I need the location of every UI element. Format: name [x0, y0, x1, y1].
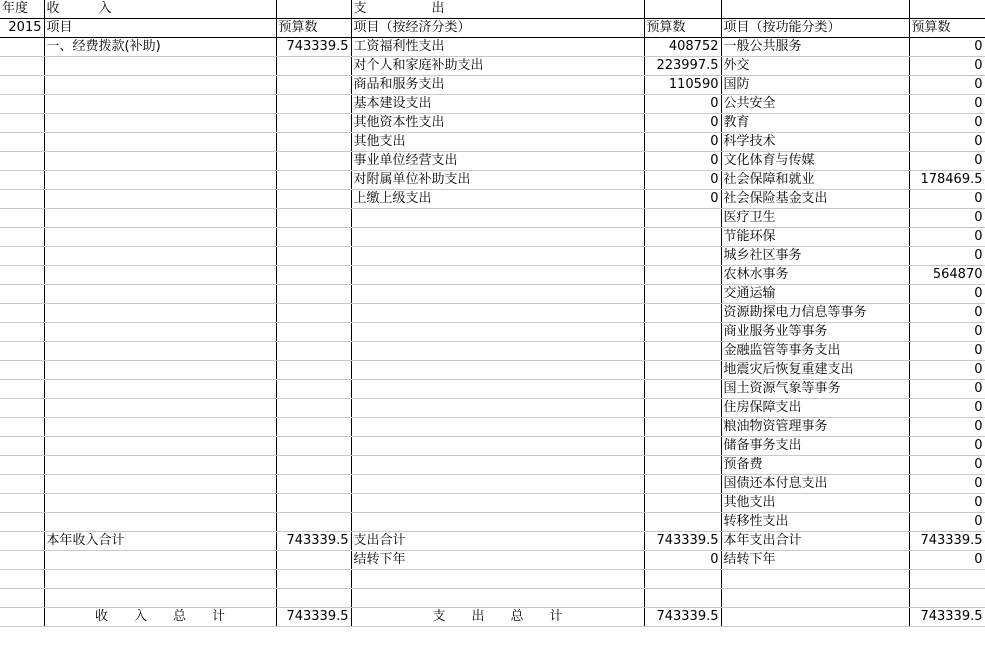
income-budget-header: 预算数: [276, 19, 351, 38]
income-value-cell: 743339.5: [276, 532, 351, 551]
func-item-cell: 城乡社区事务: [721, 247, 909, 266]
econ-item-cell: 对附属单位补助支出: [351, 171, 644, 190]
econ-value-cell: 110590: [644, 76, 721, 95]
func-value-cell: 0: [909, 209, 985, 228]
econ-value-cell: 0: [644, 190, 721, 209]
func-value-cell: 0: [909, 475, 985, 494]
income-value-cell: [276, 361, 351, 380]
func-value-cell: 0: [909, 342, 985, 361]
income-value-cell: [276, 76, 351, 95]
income-value-cell: [276, 133, 351, 152]
func-value-cell: 0: [909, 247, 985, 266]
income-value-cell: [276, 513, 351, 532]
econ-item-cell: [351, 361, 644, 380]
table-row: [0, 456, 985, 475]
income-item-cell: [44, 190, 276, 209]
year-cell: [0, 513, 44, 532]
year-cell: [0, 532, 44, 551]
econ-item-cell: 支出合计: [351, 532, 644, 551]
func-value-cell: 0: [909, 418, 985, 437]
func-value-cell: 0: [909, 304, 985, 323]
table-row: [0, 437, 985, 456]
income-value-cell: [276, 589, 351, 608]
year-cell: [0, 589, 44, 608]
income-item-cell: [44, 228, 276, 247]
econ-item-cell: [351, 475, 644, 494]
income-item-cell: [44, 133, 276, 152]
year-cell: [0, 570, 44, 589]
table-row: [0, 475, 985, 494]
income-value-cell: [276, 171, 351, 190]
income-item-cell: [44, 456, 276, 475]
table-row: [0, 266, 985, 285]
econ-item-cell: [351, 228, 644, 247]
econ-item-cell: [351, 494, 644, 513]
func-value-cell: [909, 589, 985, 608]
func-value-cell: 0: [909, 513, 985, 532]
func-budget-header-blank: [909, 0, 985, 19]
econ-value-cell: [644, 342, 721, 361]
year-cell: [0, 38, 44, 57]
econ-value-cell: 743339.5: [644, 532, 721, 551]
income-item-cell: [44, 513, 276, 532]
table-row: [0, 304, 985, 323]
income-item-cell: [44, 589, 276, 608]
income-item-cell: [44, 114, 276, 133]
year-cell: [0, 133, 44, 152]
income-item-cell: [44, 209, 276, 228]
econ-item-cell: 商品和服务支出: [351, 76, 644, 95]
table-row: [0, 209, 985, 228]
year-cell: [0, 228, 44, 247]
func-header-blank: [721, 0, 909, 19]
income-item-cell: [44, 266, 276, 285]
income-value-cell: [276, 456, 351, 475]
func-item-cell: [721, 570, 909, 589]
func-item-cell: 金融监管等事务支出: [721, 342, 909, 361]
econ-item-cell: 对个人和家庭补助支出: [351, 57, 644, 76]
econ-value-cell: 0: [644, 95, 721, 114]
income-item-cell: [44, 475, 276, 494]
year-cell: [0, 152, 44, 171]
table-row: [0, 532, 985, 551]
econ-value-cell: [644, 380, 721, 399]
econ-value-cell: 0: [644, 551, 721, 570]
year-cell: [0, 551, 44, 570]
econ-value-cell: [644, 209, 721, 228]
expense-total-label: 支 出 总 计: [351, 608, 644, 627]
func-value-cell: 0: [909, 133, 985, 152]
table-row: [0, 190, 985, 209]
year-cell: [0, 418, 44, 437]
func-item-cell: 农林水事务: [721, 266, 909, 285]
func-item-cell: 文化体育与传媒: [721, 152, 909, 171]
func-item-cell: 国债还本付息支出: [721, 475, 909, 494]
func-value-cell: 0: [909, 399, 985, 418]
func-value-cell: 564870: [909, 266, 985, 285]
income-item-cell: 本年收入合计: [44, 532, 276, 551]
econ-value-cell: 0: [644, 152, 721, 171]
func-value-cell: 0: [909, 361, 985, 380]
econ-item-cell: [351, 323, 644, 342]
func-item-header: 项目（按功能分类）: [721, 19, 909, 38]
table-row: [0, 399, 985, 418]
income-value-cell: [276, 437, 351, 456]
econ-value-cell: [644, 589, 721, 608]
year-cell: [0, 266, 44, 285]
econ-value-cell: [644, 266, 721, 285]
income-value-cell: [276, 152, 351, 171]
func-item-cell: 公共安全: [721, 95, 909, 114]
income-item-cell: [44, 361, 276, 380]
func-value-cell: 0: [909, 494, 985, 513]
econ-value-cell: [644, 418, 721, 437]
income-value-cell: [276, 266, 351, 285]
func-item-cell: 转移性支出: [721, 513, 909, 532]
func-item-cell: 一般公共服务: [721, 38, 909, 57]
income-value-cell: [276, 475, 351, 494]
year-cell: [0, 247, 44, 266]
econ-item-cell: [351, 513, 644, 532]
income-item-cell: [44, 171, 276, 190]
year-value: 2015: [0, 19, 44, 38]
income-item-cell: [44, 57, 276, 76]
func-item-cell: 住房保障支出: [721, 399, 909, 418]
func-budget-header: 预算数: [909, 19, 985, 38]
func-value-cell: 0: [909, 76, 985, 95]
income-item-cell: 一、经费拨款(补助): [44, 38, 276, 57]
income-value-cell: [276, 114, 351, 133]
income-item-cell: [44, 399, 276, 418]
econ-value-cell: [644, 228, 721, 247]
func-total-value: 743339.5: [909, 608, 985, 627]
year-cell: [0, 437, 44, 456]
header-row-2: [0, 19, 985, 38]
econ-value-cell: [644, 304, 721, 323]
table-row: [0, 228, 985, 247]
table-row: [0, 114, 985, 133]
econ-value-cell: [644, 494, 721, 513]
econ-item-cell: 上缴上级支出: [351, 190, 644, 209]
econ-value-cell: [644, 361, 721, 380]
func-value-cell: 0: [909, 152, 985, 171]
table-row: [0, 513, 985, 532]
expense-header-blank: [644, 0, 721, 19]
income-value-cell: [276, 228, 351, 247]
econ-value-cell: [644, 437, 721, 456]
year-cell: [0, 171, 44, 190]
func-value-cell: 0: [909, 551, 985, 570]
year-cell: [0, 304, 44, 323]
table-row: [0, 171, 985, 190]
econ-item-cell: 其他资本性支出: [351, 114, 644, 133]
table-row: [0, 494, 985, 513]
econ-item-header: 项目（按经济分类）: [351, 19, 644, 38]
func-item-cell: 本年支出合计: [721, 532, 909, 551]
econ-item-cell: [351, 266, 644, 285]
table-row: [0, 38, 985, 57]
income-header: 收 入: [44, 0, 276, 19]
income-item-cell: [44, 437, 276, 456]
year-cell: [0, 57, 44, 76]
year-cell: [0, 342, 44, 361]
func-item-cell: 节能环保: [721, 228, 909, 247]
econ-value-cell: 0: [644, 171, 721, 190]
econ-item-cell: 工资福利性支出: [351, 38, 644, 57]
econ-item-cell: [351, 418, 644, 437]
income-item-cell: [44, 494, 276, 513]
econ-value-cell: [644, 456, 721, 475]
table-row: [0, 285, 985, 304]
econ-value-cell: [644, 323, 721, 342]
income-value-cell: [276, 209, 351, 228]
func-item-cell: 外交: [721, 57, 909, 76]
income-value-cell: [276, 418, 351, 437]
year-cell: [0, 323, 44, 342]
income-item-cell: [44, 285, 276, 304]
table-row: [0, 551, 985, 570]
year-cell: [0, 399, 44, 418]
income-value-cell: [276, 342, 351, 361]
func-value-cell: 0: [909, 456, 985, 475]
econ-item-cell: [351, 589, 644, 608]
func-item-cell: 交通运输: [721, 285, 909, 304]
econ-item-cell: [351, 570, 644, 589]
income-value-cell: 743339.5: [276, 38, 351, 57]
income-item-cell: [44, 570, 276, 589]
income-total-label: 收 入 总 计: [44, 608, 276, 627]
func-item-cell: 预备费: [721, 456, 909, 475]
econ-item-cell: [351, 456, 644, 475]
econ-item-cell: [351, 380, 644, 399]
income-item-header: 项目: [44, 19, 276, 38]
func-value-cell: 178469.5: [909, 171, 985, 190]
year-cell: [0, 285, 44, 304]
table-row: [0, 418, 985, 437]
func-item-cell: 商业服务业等事务: [721, 323, 909, 342]
income-value-cell: [276, 323, 351, 342]
income-item-cell: [44, 152, 276, 171]
year-cell: [0, 114, 44, 133]
income-item-cell: [44, 323, 276, 342]
func-value-cell: 743339.5: [909, 532, 985, 551]
econ-value-cell: 0: [644, 114, 721, 133]
func-item-cell: 资源勘探电力信息等事务: [721, 304, 909, 323]
year-cell: [0, 475, 44, 494]
func-value-cell: 0: [909, 285, 985, 304]
func-item-cell: 地震灾后恢复重建支出: [721, 361, 909, 380]
func-value-cell: 0: [909, 437, 985, 456]
income-value-cell: [276, 551, 351, 570]
func-item-cell: 科学技术: [721, 133, 909, 152]
table-row: [0, 380, 985, 399]
year-cell: [0, 361, 44, 380]
table-row: [0, 95, 985, 114]
table-row: [0, 589, 985, 608]
table-row: [0, 133, 985, 152]
econ-value-cell: 0: [644, 133, 721, 152]
income-item-cell: [44, 304, 276, 323]
table-row: [0, 57, 985, 76]
func-value-cell: 0: [909, 323, 985, 342]
year-header: 年度: [0, 0, 44, 19]
income-header-blank: [276, 0, 351, 19]
econ-item-cell: [351, 437, 644, 456]
func-value-cell: 0: [909, 114, 985, 133]
table-row: [0, 570, 985, 589]
table-row: [0, 323, 985, 342]
econ-value-cell: [644, 247, 721, 266]
func-value-cell: 0: [909, 380, 985, 399]
func-value-cell: 0: [909, 38, 985, 57]
income-item-cell: [44, 380, 276, 399]
func-value-cell: 0: [909, 228, 985, 247]
year-cell: [0, 494, 44, 513]
income-item-cell: [44, 342, 276, 361]
econ-value-cell: [644, 570, 721, 589]
expense-total-value: 743339.5: [644, 608, 721, 627]
grand-total-row: [0, 608, 985, 627]
func-value-cell: 0: [909, 57, 985, 76]
econ-item-cell: [351, 399, 644, 418]
year-cell: [0, 456, 44, 475]
econ-value-cell: [644, 399, 721, 418]
func-total-blank: [721, 608, 909, 627]
income-value-cell: [276, 285, 351, 304]
total-year-blank: [0, 608, 44, 627]
econ-item-cell: 事业单位经营支出: [351, 152, 644, 171]
econ-item-cell: 结转下年: [351, 551, 644, 570]
year-cell: [0, 76, 44, 95]
func-item-cell: 其他支出: [721, 494, 909, 513]
func-item-cell: 医疗卫生: [721, 209, 909, 228]
income-item-cell: [44, 247, 276, 266]
func-item-cell: 教育: [721, 114, 909, 133]
table-row: [0, 247, 985, 266]
econ-item-cell: 其他支出: [351, 133, 644, 152]
func-value-cell: [909, 570, 985, 589]
econ-value-cell: 223997.5: [644, 57, 721, 76]
income-value-cell: [276, 570, 351, 589]
func-item-cell: 结转下年: [721, 551, 909, 570]
income-total-value: 743339.5: [276, 608, 351, 627]
income-item-cell: [44, 95, 276, 114]
table-row: [0, 76, 985, 95]
year-cell: [0, 95, 44, 114]
econ-item-cell: [351, 304, 644, 323]
year-cell: [0, 209, 44, 228]
year-cell: [0, 380, 44, 399]
func-value-cell: 0: [909, 190, 985, 209]
income-value-cell: [276, 57, 351, 76]
econ-value-cell: [644, 475, 721, 494]
income-value-cell: [276, 190, 351, 209]
expense-header: 支 出: [351, 0, 644, 19]
econ-value-cell: [644, 285, 721, 304]
table-row: [0, 342, 985, 361]
func-item-cell: [721, 589, 909, 608]
income-value-cell: [276, 304, 351, 323]
econ-item-cell: [351, 285, 644, 304]
func-item-cell: 社会保险基金支出: [721, 190, 909, 209]
econ-item-cell: [351, 342, 644, 361]
econ-value-cell: [644, 513, 721, 532]
year-cell: [0, 190, 44, 209]
income-item-cell: [44, 76, 276, 95]
income-value-cell: [276, 494, 351, 513]
income-item-cell: [44, 418, 276, 437]
econ-item-cell: [351, 247, 644, 266]
func-item-cell: 粮油物资管理事务: [721, 418, 909, 437]
econ-budget-header: 预算数: [644, 19, 721, 38]
income-value-cell: [276, 247, 351, 266]
income-value-cell: [276, 380, 351, 399]
table-row: [0, 361, 985, 380]
func-item-cell: 国土资源气象等事务: [721, 380, 909, 399]
func-item-cell: 储备事务支出: [721, 437, 909, 456]
table-row: [0, 152, 985, 171]
econ-item-cell: 基本建设支出: [351, 95, 644, 114]
func-value-cell: 0: [909, 95, 985, 114]
econ-value-cell: 408752: [644, 38, 721, 57]
income-value-cell: [276, 399, 351, 418]
econ-item-cell: [351, 209, 644, 228]
income-value-cell: [276, 95, 351, 114]
func-item-cell: 社会保障和就业: [721, 171, 909, 190]
header-row-1: [0, 0, 985, 19]
income-item-cell: [44, 551, 276, 570]
func-item-cell: 国防: [721, 76, 909, 95]
